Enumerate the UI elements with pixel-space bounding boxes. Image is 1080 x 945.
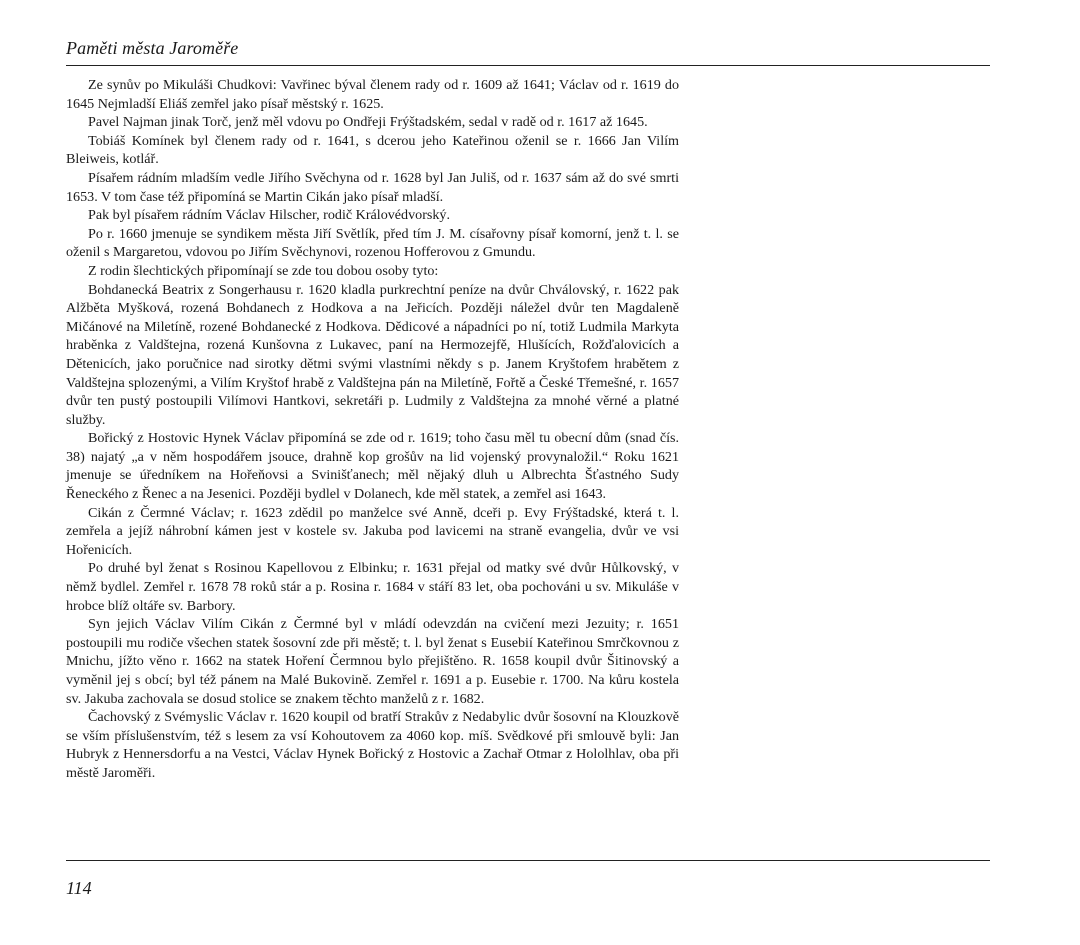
- paragraph: Bohdanecká Beatrix z Songerhausu r. 1620 kladla purkrechtní peníze na dvůr Chválovský, r. 1622 pak Alžběta Myšková, rozená Bohdanech z Hodkova a na Jeřicích. Později náležel dvůr ten Magdaleně Mičánové na Miletíně, rozené Bohdanecké z Hodkova. Dědicové a nápadníci po ní, totiž Ludmila Markyta hraběnka z Valdštejna, rozená Kunšovna z Lukavec, paní na Hermozejfě, Hlušících, Rožďalovicích a Dětenicích, jako poručnice nad sirotky dětmi svými vlastními někdy s p. Janem Kryštofem hrabětem z Valdštejna splozenými, a Vilím Kryštof hrabě z Valdštejna pán na Miletíně, Fořtě a České Třemešné, r. 1657 dvůr ten pustý postoupili Vilímovi Hantkovi, sekretáři p. Ludmily z Valdštejna za mnohé věrné a platné služby.: [66, 281, 679, 428]
- paragraph: Cikán z Čermné Václav; r. 1623 zdědil po manželce své Anně, dceři p. Evy Frýštadské, která t. l. zemřela a jejíž náhrobní kámen jest v kostele sv. Jakuba pod lavicemi na straně evangelia, dvůr ve vsi Hořenicích.: [66, 504, 679, 558]
- paragraph: Bořický z Hostovic Hynek Václav připomíná se zde od r. 1619; toho času měl tu obecní dům (snad čís. 38) najatý „a v něm hospodářem jsouce, drahně kop grošův na lid vojenský provynaložil.“ Roku 1621 jmenuje se úředníkem na Hořeňovsi a Svinišťanech; měl nějaký dluh u Albrechta Šťastného Sudy Řeneckého z Řenec a na Jesenici. Později bydlel v Dolanech, kde měl statek, a zemřel asi 1643.: [66, 430, 679, 503]
- header-divider: [66, 65, 990, 66]
- paragraph: Po r. 1660 jmenuje se syndikem města Jiří Světlík, před tím J. M. císařovny písař komorní, jenž t. l. se oženil s Margaretou, vdovou po Jiřím Svěchynovi, rozenou Hofferovou z Gmundu.: [66, 225, 679, 261]
- paragraph: Písařem rádním mladším vedle Jiřího Svěchyna od r. 1628 byl Jan Juliš, od r. 1637 sám až do své smrti 1653. V tom čase též připomíná se Martin Cikán jako písař mladší.: [66, 169, 679, 205]
- paragraph: Čachovský z Svémyslic Václav r. 1620 koupil od bratří Strakův z Nedabylic dvůr šosovní na Klouzkově se vším příslušenstvím, též s lesem za vsí Kohoutovem za 4060 kop. míš. Svědkové při smlouvě byli: Jan Hubryk z Hennersdorfu a na Vestci, Václav Hynek Bořický z Hostovic a Zachař Otmar z Hololhlav, oba při městě Jaroměři.: [66, 709, 679, 781]
- footer-divider: [66, 860, 990, 861]
- paragraph: Z rodin šlechtických připomínají se zde tou dobou osoby tyto:: [88, 262, 439, 279]
- paragraph: Pavel Najman jinak Torč, jenž měl vdovu po Ondřeji Frýštadském, sedal v radě od r. 1617 až 1645.: [88, 114, 648, 131]
- running-header-title: Paměti města Jaroměře: [66, 38, 239, 58]
- paragraph: Tobiáš Komínek byl členem rady od r. 1641, s dcerou jeho Kateřinou oženil se r. 1666 Jan Vilím Bleiweis, kotlář.: [66, 132, 679, 168]
- paragraph: Ze synův po Mikuláši Chudkovi: Vavřinec býval členem rady od r. 1609 až 1641; Václav od r. 1619 do 1645 Nejmladší Eliáš zemřel jako písař městský r. 1625.: [66, 77, 679, 112]
- body-text: [66, 76, 679, 783]
- paragraph: Pak byl písařem rádním Václav Hilscher, rodič Královédvorský.: [88, 207, 450, 224]
- paragraph: Syn jejich Václav Vilím Cikán z Čermné byl v mládí odevzdán na cvičení mezi Jezuity; r. 1651 postoupili mu rodiče všechen statek šosovní zde při městě; t. l. byl ženat s Eusebií Kateřinou Smrčkovnou z Mnichu, jížto věno r. 1662 na statek Hoření Čermnou bylo přejištěno. R. 1658 koupil dvůr Šitinovský a vyměnil jej s obcí; byl též pánem na Malé Bukovině. Zemřel r. 1691 a p. Eusebie r. 1700. Na kůru kostela sv. Jakuba zachovala se dosud stolice se znakem těchto manželů z r. 1682.: [66, 616, 679, 707]
- paragraph: Po druhé byl ženat s Rosinou Kapellovou z Elbinku; r. 1631 přejal od matky své dvůr Hůlkovský, v němž bydlel. Zemřel r. 1678 78 roků stár a p. Rosina r. 1684 v stáří 83 let, oba pochováni u sv. Mikuláše v hrobce blíž oltáře sv. Barbory.: [66, 560, 679, 614]
- page-number: 114: [66, 878, 92, 898]
